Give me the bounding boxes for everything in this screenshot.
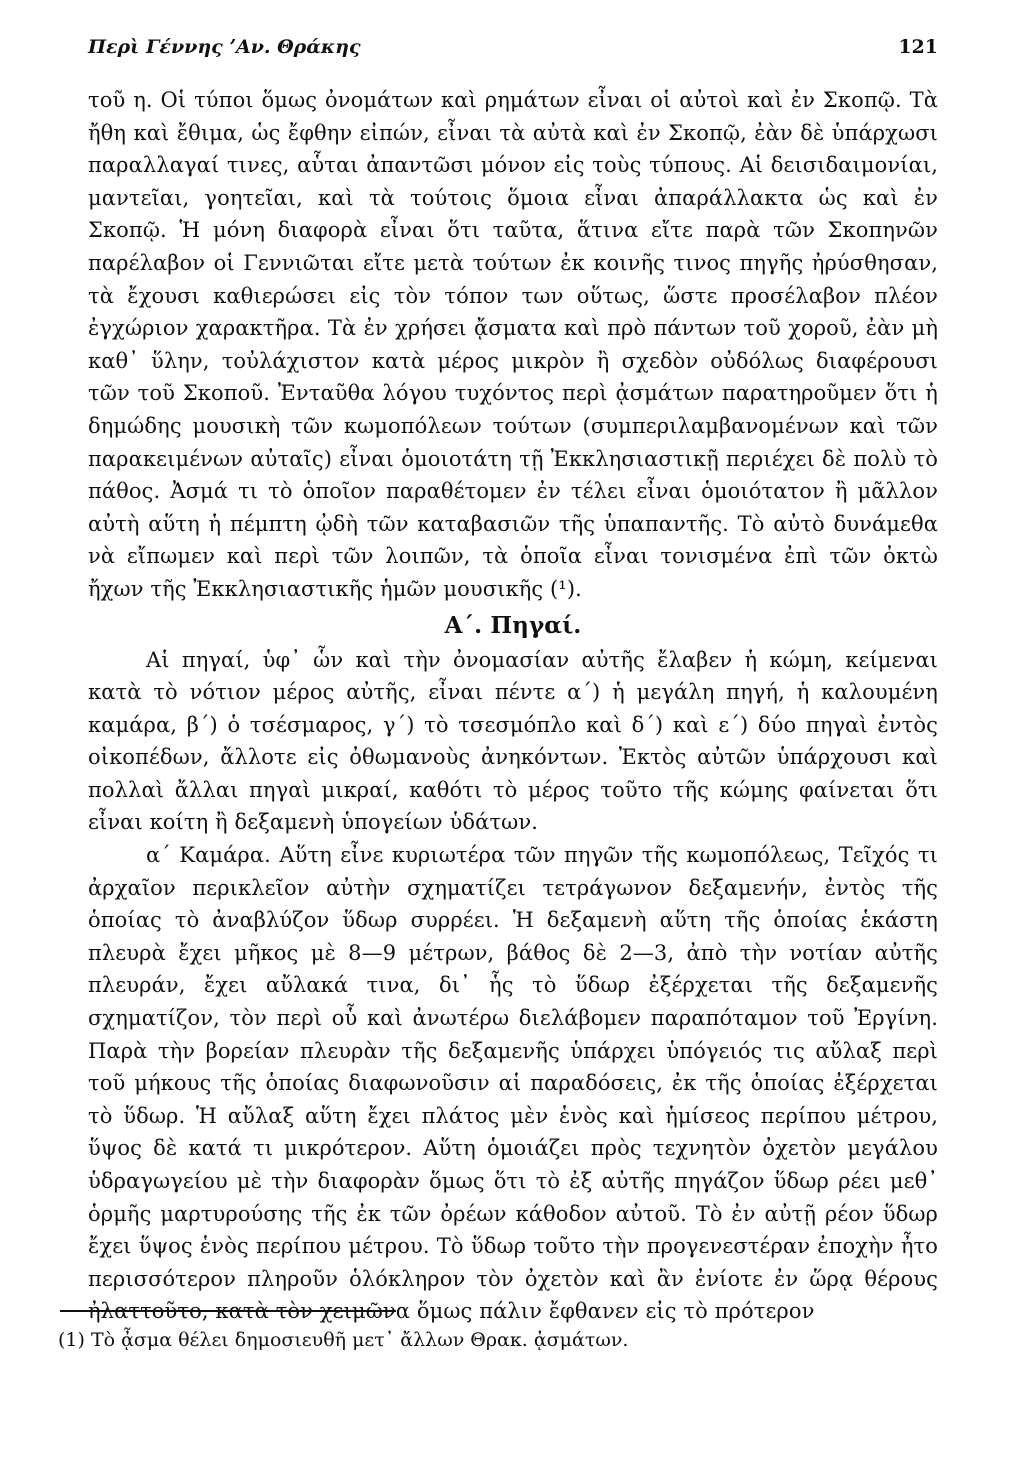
paragraph-kamara: α΄ Καμάρα. Αὕτη εἶνε κυριωτέρα τῶν πηγῶν τῆς κωμοπόλεως, Τεῖχός τι ἀρχαῖον περικλεῖον αὐτὴν σχηματίζει τετράγωνον δεξαμενήν, ἐντὸς τῆς ὁποίας τὸ ἀναβλύζον ὕδωρ συρρέει. Ἡ δεξαμενὴ αὕτη τῆς ὁποίας ἑκάστη πλευρὰ ἔχει μῆκος μὲ 8—9 μέτρων, βάθος δὲ 2—3, ἀπὸ τὴν νοτίαν αὐτῆς πλευράν, ἔχει αὔλακά τινα, δι᾽ ἧς τὸ ὕδωρ ἐξέρχεται τῆς δεξαμενῆς σχηματίζον, τὸν περὶ οὗ καὶ ἀνωτέρω διελάβομεν παραπόταμον τοῦ Ἐργίνη. Παρὰ τὴν βορείαν πλευρὰν τῆς δεξαμενῆς ὑπάρχει ὑπόγειός τις αὔλαξ περὶ τοῦ μήκους τῆς ὁποίας διαφωνοῦσιν αἱ παραδόσεις, ἐκ τῆς ὁποίας ἐξέρχεται τὸ ὕδωρ. Ἡ αὔλαξ αὕτη ἔχει πλάτος μὲν ἑνὸς καὶ ἡμίσεος περίπου μέτρου, ὕψος δὲ κατά τι μικρότερον. Αὕτη ὁμοιάζει πρὸς τεχνητὸν ὀχετὸν μεγάλου ὑδραγωγείου μὲ τὴν διαφορὰν ὅμως ὅτι τὸ ἐξ αὐτῆς πηγάζον ὕδωρ ρέει μεθ᾽ ὁρμῆς μαρτυρούσης τῆς ἐκ τῶν ὀρέων κάθοδον αὐτοῦ. Τὸ ἐν αὐτῇ ρέον ὕδωρ ἔχει ὕψος ἑνὸς περίπου μέτρου. Τὸ ὕδωρ τοῦτο τὴν προγενεστέραν ἐποχὴν ἦτο περισσότερον πληροῦν ὁλόκληρον τὸν ὀχετὸν καὶ ἂν ἐνίοτε ἐν ὥρᾳ θέρους ἠλαττοῦτο, κατὰ τὸν χειμῶνα ὅμως πάλιν ἔφθανεν εἰς τὸ πρότερον bbox=[88, 843, 938, 1324]
running-title: Περὶ Γέννης ʼΑν. Θράκης bbox=[88, 36, 361, 58]
paragraph-intro: τοῦ η. Οἱ τύποι ὅμως ὀνομάτων καὶ ρημάτων εἶναι οἱ αὐτοὶ καὶ ἐν Σκοπῷ. Τὰ ἤθη καὶ ἔθιμα, ὡς ἔφθην εἰπών, εἶναι τὰ αὐτὰ καὶ ἐν Σκοπῷ, ἐὰν δὲ ὑπάρχωσι παραλλαγαί τινες, αὗται ἀπαντῶσι μόνον εἰς τοὺς τύπους. Αἱ δεισιδαιμονίαι, μαντεῖαι, γοητεῖαι, καὶ τὰ τούτοις ὅμοια εἶναι ἀπαράλλακτα ὡς καὶ ἐν Σκοπῷ. Ἡ μόνη διαφορὰ εἶναι ὅτι ταῦτα, ἅτινα εἴτε παρὰ τῶν Σκοπηνῶν παρέλαβον οἱ Γεννιῶται εἴτε μετὰ τούτων ἐκ κοινῆς τινος πηγῆς ἠρύσθησαν, τὰ ἔχουσι καθιερώσει εἰς τὸν τόπον των οὕτως, ὥστε προσέλαβον πλέον ἐγχώριον χαρακτῆρα. Τὰ ἐν χρήσει ᾄσματα καὶ πρὸ πάντων τοῦ χοροῦ, ἐὰν μὴ καθ᾽ ὕλην, τοὐλάχιστον κατὰ μέρος μικρὸν ἢ σχεδὸν οὐδόλως διαφέρουσι τῶν τοῦ Σκοποῦ. Ἐνταῦθα λόγου τυχόντος περὶ ᾀσμάτων παρατηροῦμεν ὅτι ἡ δημώδης μουσικὴ τῶν κωμοπόλεων τούτων (συμπεριλαμβανομένων καὶ τῶν παρακειμένων αὐταῖς) εἶναι ὁμοιοτάτη τῇ Ἐκκλησιαστικῇ περιέχει δὲ πολὺ τὸ πάθος. Ἀσμά τι τὸ ὁποῖον παραθέτομεν ἐν τέλει εἶναι ὁμοιότατον ἢ μᾶλλον αὐτὴ αὕτη ἡ πέμπτη ᾠδὴ τῶν καταβασιῶν τῆς ὑπαπαντῆς. Τὸ αὐτὸ δυνάμεθα νὰ εἴπωμεν καὶ περὶ τῶν λοιπῶν, τὰ ὁποῖα εἶναι τονισμένα ἐπὶ τῶν ὀκτὼ ἤχων τῆς Ἐκκλησιαστικῆς ἡμῶν μουσικῆς (¹). bbox=[88, 88, 938, 601]
page-header bbox=[88, 30, 938, 70]
footnote: (1) Τὸ ᾆσμα θέλει δημοσιευθῆ μετ᾽ ἄλλων Θρακ. ᾀσμάτων. bbox=[58, 1329, 629, 1351]
section-heading: Α΄. Πηγαί. bbox=[444, 611, 582, 639]
book-page bbox=[88, 30, 938, 1328]
paragraph-springs: Αἱ πηγαί, ὑφ᾽ ὧν καὶ τὴν ὀνομασίαν αὐτῆς ἔλαβεν ἡ κώμη, κείμεναι κατὰ τὸ νότιον μέρος αὐτῆς, εἶναι πέντε α΄) ἡ μεγάλη πηγή, ἡ καλουμένη καμάρα, β΄) ὁ τσέσμαρος, γ΄) τὸ τσεσμόπλο καὶ δ΄) καὶ ε΄) δύο πηγαὶ ἐντὸς οἰκοπέδων, ἄλλοτε εἰς ὀθωμανοὺς ἀνηκόντων. Ἐκτὸς αὐτῶν ὑπάρχουσι καὶ πολλαὶ ἄλλαι πηγαὶ μικραί, καθότι τὸ μέρος τοῦτο τῆς κώμης φαίνεται ὅτι εἶναι κοίτη ἢ δεξαμενὴ ὑπογείων ὑδάτων. bbox=[88, 647, 938, 835]
footnote-divider bbox=[60, 1310, 396, 1312]
body-text bbox=[88, 84, 938, 1328]
page-number: 121 bbox=[898, 36, 938, 58]
